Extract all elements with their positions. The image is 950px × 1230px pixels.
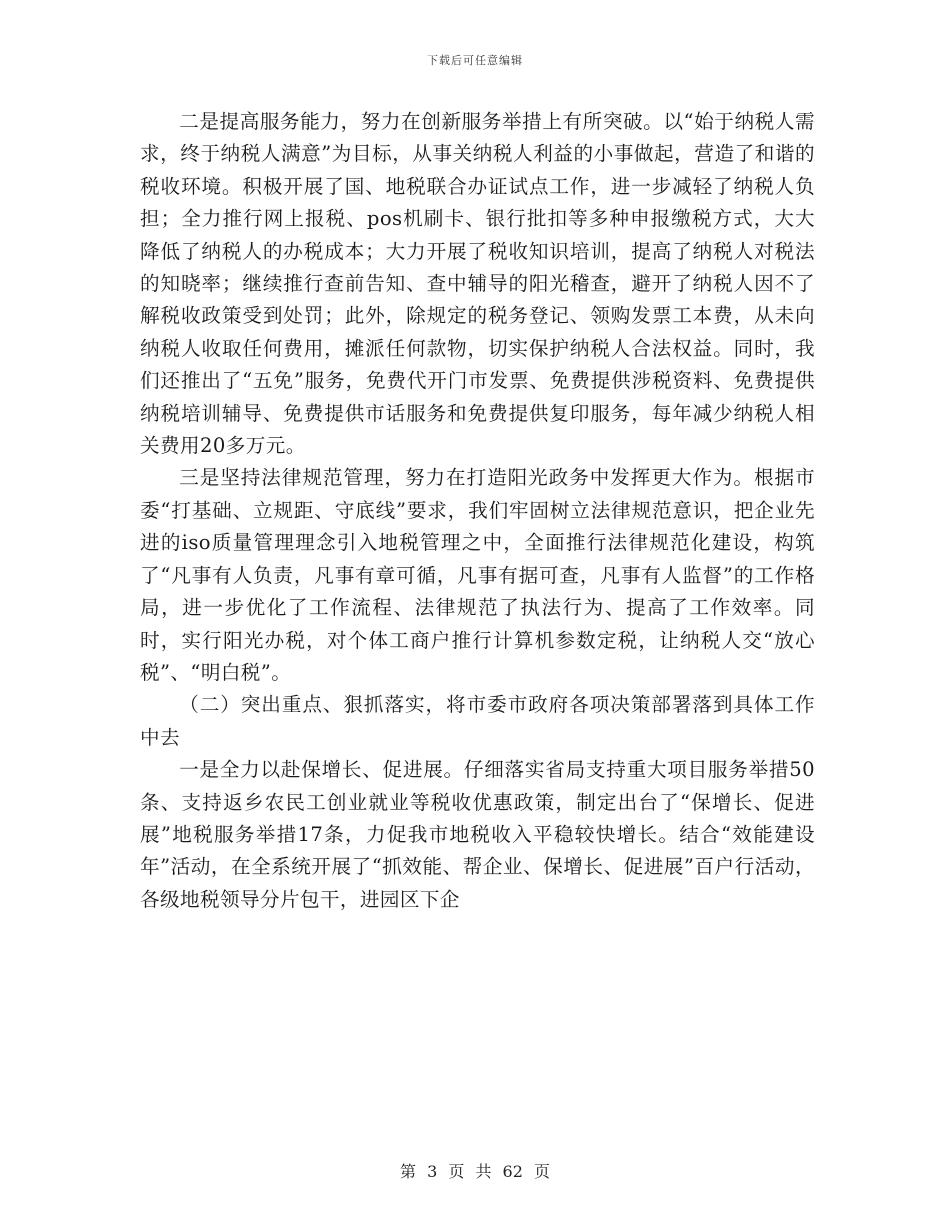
section-heading: （二）突出重点、狠抓落实，将市委市政府各项决策部署落到具体工作中去: [140, 693, 815, 749]
paragraph-growth: 一是全力以赴保增长、促进展。仔细落实省局支持重大项目服务举措50条、支持返乡农民工创业就业等税收优惠政策，制定出台了“保增长、促进展”地税服务举措17条，力促我市地税收入平稳较快增长。结合“效能建设年”活动，在全系统开展了“抓效能、帮企业、保增长、促进展”百户行活动，各级地税领导分片包干，进园区下企: [140, 758, 815, 911]
page-header: 下载后可任意编辑: [427, 54, 523, 67]
paragraph-service: 二是提高服务能力，努力在创新服务举措上有所突破。以“始于纳税人需求，终于纳税人满意”为目标，从事关纳税人利益的小事做起，营造了和谐的税收环境。积极开展了国、地税联合办证试点工作，进一步减轻了纳税人负担；全力推行网上报税、pos机刷卡、银行批扣等多种申报缴税方式，大大降低了纳税人的办税成本；大力开展了税收知识培训，提高了纳税人对税法的知晓率；继续推行查前告知、查中辅导的阳光稽查，避开了纳税人因不了解税收政策受到处罚；此外，除规定的税务登记、领购发票工本费，从未向纳税人收取任何费用，摊派任何款物，切实保护纳税人合法权益。同时，我们还推出了“五免”服务，免费代开门市发票、免费提供涉税资料、免费提供纳税培训辅导、免费提供市话服务和免费提供复印服务，每年减少纳税人相关费用20多万元。: [140, 110, 815, 458]
page-footer: 第 3 页 共 62 页: [400, 1162, 550, 1181]
paragraph-legal: 三是坚持法律规范管理，努力在打造阳光政务中发挥更大作为。根据市委“打基础、立规距、守底线”要求，我们牢固树立法律规范意识，把企业先进的iso质量管理理念引入地税管理之中，全面推行法律规范化建设，构筑了“凡事有人负责，凡事有章可循，凡事有据可查，凡事有人监督”的工作格局，进一步优化了工作流程、法律规范了执法行为、提高了工作效率。同时，实行阳光办税，对个体工商户推行计算机参数定税，让纳税人交“放心税”、“明白税”。: [140, 466, 815, 684]
document-body: [140, 106, 815, 916]
